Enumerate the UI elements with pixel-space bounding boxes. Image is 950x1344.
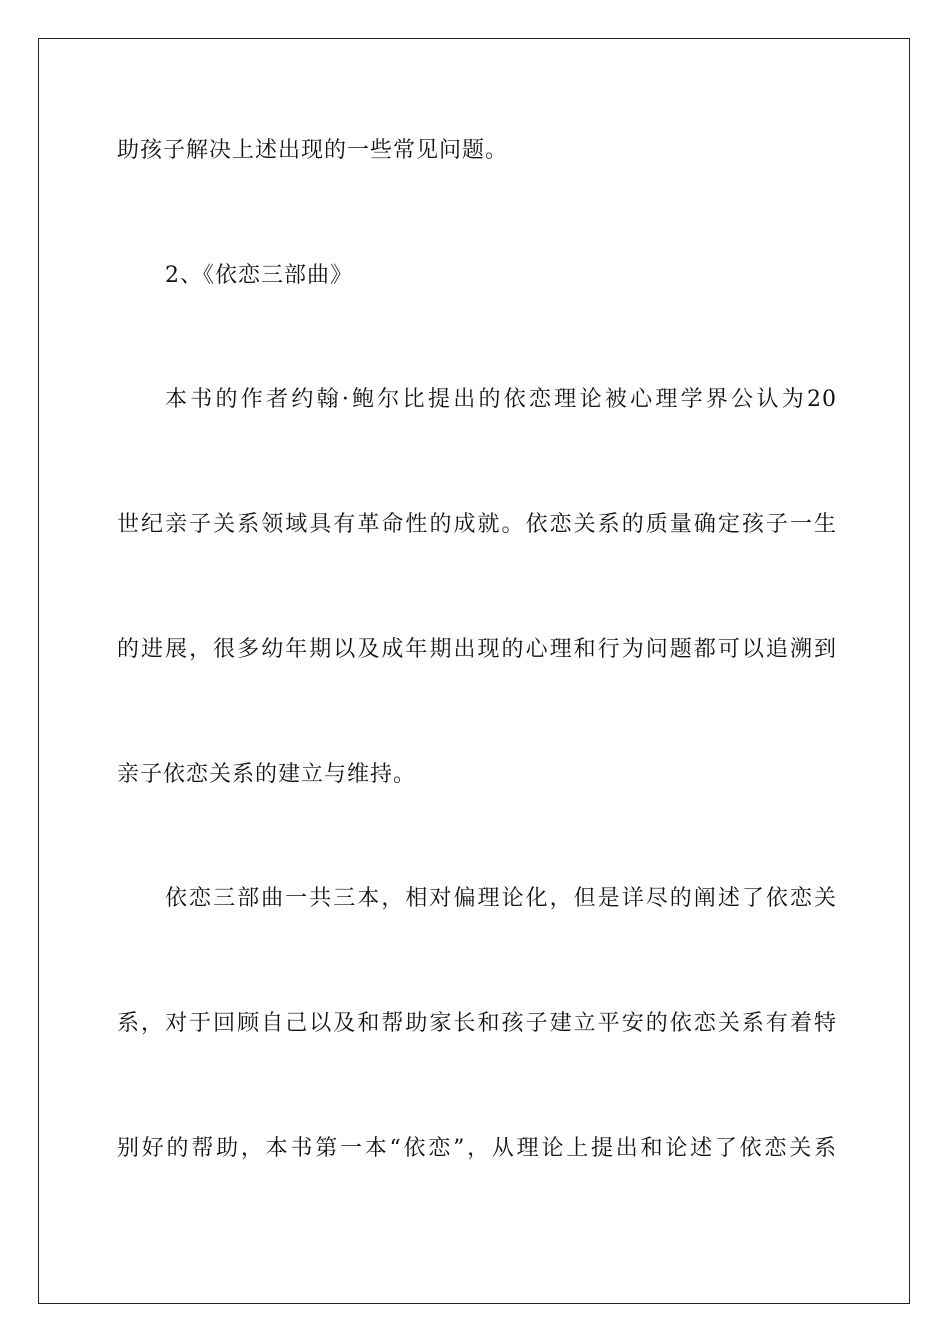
page-border: [38, 38, 910, 1304]
paragraph-line-4: 世纪亲子关系领域具有革命性的成就。依恋关系的质量确定孩子一生: [117, 512, 837, 537]
section-heading: 2、《依恋三部曲》: [165, 263, 353, 288]
paragraph-line-8: 系，对于回顾自己以及和帮助家长和孩子建立平安的依恋关系有着特: [117, 1011, 837, 1036]
paragraph-line-9: 别好的帮助，本书第一本“依恋”，从理论上提出和论述了依恋关系: [117, 1136, 837, 1161]
paragraph-line-1: 助孩子解决上述出现的一些常见问题。: [117, 138, 509, 163]
paragraph-line-5: 的进展，很多幼年期以及成年期出现的心理和行为问题都可以追溯到: [117, 637, 837, 662]
paragraph-line-6: 亲子依恋关系的建立与维持。: [117, 762, 417, 787]
paragraph-line-7: 依恋三部曲一共三本，相对偏理论化，但是详尽的阐述了依恋关: [165, 886, 837, 911]
paragraph-line-3: 本书的作者约翰·鲍尔比提出的依恋理论被心理学界公认为20: [165, 387, 837, 412]
